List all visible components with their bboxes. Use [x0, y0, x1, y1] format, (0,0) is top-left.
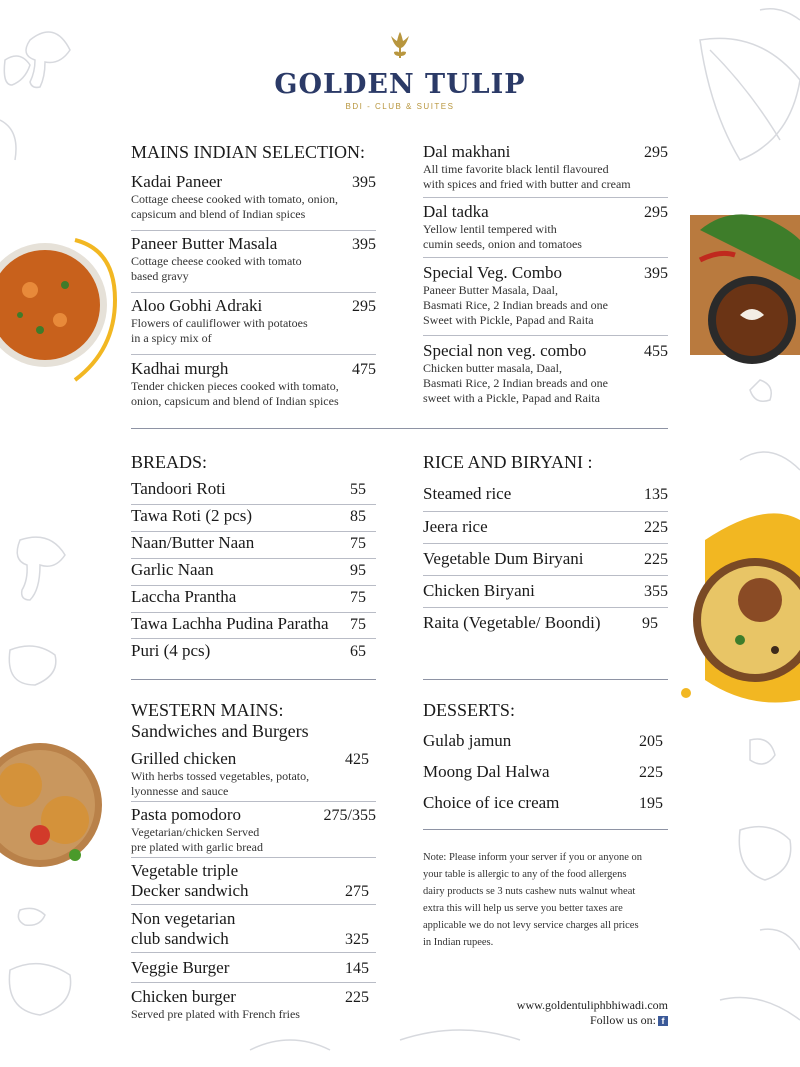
brand-subtitle: BDI - CLUB & SUITES — [345, 102, 455, 111]
item-name: Puri (4 pcs) — [131, 641, 211, 660]
item-price: 85 — [350, 508, 366, 525]
item-description: With herbs tossed vegetables, potato, — [131, 769, 310, 783]
item-name: Aloo Gobhi Adraki — [131, 296, 263, 315]
menu-item — [131, 479, 376, 505]
item-price: 475 — [352, 361, 376, 378]
breads-section-title: BREADS: — [131, 452, 208, 472]
tulip-logo-icon — [385, 30, 415, 60]
item-name: Grilled chicken — [131, 749, 237, 768]
item-price: 295 — [644, 144, 668, 161]
item-price: 455 — [644, 343, 668, 360]
facebook-icon[interactable]: f — [658, 1016, 668, 1026]
item-price: 395 — [644, 265, 668, 282]
item-name: Dal tadka — [423, 202, 489, 221]
menu-item — [423, 142, 668, 198]
item-description: capsicum and blend of Indian spices — [131, 207, 306, 221]
note-line: Note: Please inform your server if you or anyone on — [423, 852, 642, 863]
item-description: All time favorite black lentil flavoured — [423, 162, 609, 176]
item-name: Choice of ice cream — [423, 793, 560, 812]
item-description: based gravy — [131, 269, 189, 283]
menu-item — [131, 909, 376, 953]
item-description: Tender chicken pieces cooked with tomato, — [131, 379, 339, 393]
website-link[interactable]: www.goldentuliphbhiwadi.com — [516, 998, 668, 1012]
item-price: 75 — [350, 589, 366, 606]
item-description: Served pre plated with French fries — [131, 1007, 300, 1021]
note-line: in Indian rupees. — [423, 937, 494, 948]
item-description: cumin seeds, onion and tomatoes — [423, 237, 582, 251]
item-price: 205 — [639, 733, 663, 750]
rice-section-title: RICE AND BIRYANI : — [423, 452, 593, 472]
section-divider — [423, 679, 668, 680]
menu-item — [131, 296, 376, 355]
item-name: Decker sandwich — [131, 881, 249, 900]
item-name: Non vegetarian — [131, 909, 236, 928]
menu-item — [423, 613, 668, 639]
item-description: Basmati Rice, 2 Indian breads and one — [423, 376, 608, 390]
item-price: 395 — [352, 174, 376, 191]
item-price: 145 — [345, 960, 369, 977]
item-price: 225 — [644, 551, 668, 568]
menu-item — [423, 484, 668, 512]
item-price: 195 — [639, 795, 663, 812]
item-price: 355 — [644, 583, 668, 600]
western-title: WESTERN MAINS: — [131, 700, 284, 720]
item-name: Jeera rice — [423, 517, 488, 536]
item-name: Tandoori Roti — [131, 479, 226, 498]
desserts-section-title: DESSERTS: — [423, 700, 515, 720]
item-name: Moong Dal Halwa — [423, 762, 550, 781]
item-name: Garlic Naan — [131, 560, 214, 579]
allergen-note — [423, 849, 683, 951]
menu-item — [131, 958, 376, 983]
menu-item — [131, 533, 376, 559]
item-name: Vegetable triple — [131, 861, 239, 880]
item-description: sweet with a Pickle, Papad and Raita — [423, 391, 600, 405]
menu-item — [423, 731, 668, 757]
item-price: 425 — [345, 751, 369, 768]
item-price: 225 — [644, 519, 668, 536]
menu-item — [131, 587, 376, 613]
brand-name: GOLDEN TULIP — [274, 69, 526, 100]
menu-item — [131, 614, 376, 639]
item-name: Raita (Vegetable/ Boondi) — [423, 613, 601, 632]
section-divider — [131, 428, 668, 429]
menu-item — [131, 861, 376, 905]
item-price: 75 — [350, 535, 366, 552]
menu-item — [423, 549, 668, 576]
item-description: Vegetarian/chicken Served — [131, 825, 260, 839]
item-name: Dal makhani — [423, 142, 511, 161]
item-name: club sandwich — [131, 929, 229, 948]
item-price: 225 — [639, 764, 663, 781]
item-description: Flowers of cauliflower with potatoes — [131, 316, 308, 330]
item-name: Veggie Burger — [131, 958, 230, 977]
menu-item — [423, 581, 668, 608]
item-name: Tawa Roti (2 pcs) — [131, 506, 253, 525]
item-price: 275 — [345, 883, 369, 900]
item-description: in a spicy mix of — [131, 331, 212, 345]
follow-label: Follow us on: — [589, 1013, 656, 1027]
note-line: your table is allergic to any of the food allergens — [423, 869, 627, 880]
item-name: Special non veg. combo — [423, 341, 587, 360]
item-name: Naan/Butter Naan — [131, 533, 255, 552]
menu-item — [423, 762, 668, 788]
item-name: Chicken Biryani — [423, 581, 535, 600]
item-price: 395 — [352, 236, 376, 253]
western-section-title — [131, 700, 309, 742]
item-description: Basmati Rice, 2 Indian breads and one — [423, 298, 608, 312]
section-divider — [131, 679, 376, 680]
menu-item — [131, 805, 376, 858]
brand-header — [0, 30, 800, 111]
item-description: Cottage cheese cooked with tomato, onion, — [131, 192, 338, 206]
item-price: 295 — [644, 204, 668, 221]
item-description: Sweet with Pickle, Papad and Raita — [423, 313, 594, 327]
mains-section-title: MAINS INDIAN SELECTION: — [131, 142, 365, 162]
menu-item — [131, 172, 376, 231]
item-price: 275/355 — [323, 807, 376, 824]
menu-item — [423, 202, 668, 258]
menu-item — [131, 234, 376, 293]
item-description: Chicken butter masala, Daal, — [423, 361, 562, 375]
item-price: 95 — [350, 562, 366, 579]
item-name: Pasta pomodoro — [131, 805, 242, 824]
menu-item — [131, 987, 376, 1027]
item-description: onion, capsicum and blend of Indian spices — [131, 394, 339, 408]
menu-item — [131, 749, 376, 802]
western-subtitle: Sandwiches and Burgers — [131, 721, 309, 741]
item-name: Vegetable Dum Biryani — [423, 549, 584, 568]
menu-item — [423, 517, 668, 544]
item-price: 95 — [642, 615, 658, 632]
item-description: lyonnesse and sauce — [131, 784, 229, 798]
item-price: 65 — [350, 643, 366, 660]
item-description: Yellow lentil tempered with — [423, 222, 557, 236]
item-name: Kadai Paneer — [131, 172, 223, 191]
item-description: Cottage cheese cooked with tomato — [131, 254, 302, 268]
menu-item — [423, 263, 668, 336]
menu-item — [131, 641, 376, 666]
item-name: Kadhai murgh — [131, 359, 229, 378]
item-name: Paneer Butter Masala — [131, 234, 278, 253]
menu-item — [131, 506, 376, 532]
item-name: Gulab jamun — [423, 731, 512, 750]
item-name: Chicken burger — [131, 987, 236, 1006]
footer — [440, 998, 668, 1028]
item-price: 55 — [350, 481, 366, 498]
item-price: 225 — [345, 989, 369, 1006]
item-price: 75 — [350, 616, 366, 633]
item-name: Laccha Prantha — [131, 587, 237, 606]
item-name: Steamed rice — [423, 484, 512, 503]
menu-item — [131, 359, 376, 417]
menu-item — [423, 793, 668, 819]
note-line: extra this will help us serve you better taxes are — [423, 903, 623, 914]
item-price: 295 — [352, 298, 376, 315]
note-line: applicable we do not levy service charges all prices — [423, 920, 639, 931]
item-description: with spices and fried with butter and cream — [423, 177, 631, 191]
item-price: 325 — [345, 931, 369, 948]
section-divider — [423, 829, 668, 830]
note-line: dairy products se 3 nuts cashew nuts walnut wheat — [423, 886, 636, 897]
item-price: 135 — [644, 486, 668, 503]
menu-item — [131, 560, 376, 586]
menu-item — [423, 341, 668, 413]
item-description: Paneer Butter Masala, Daal, — [423, 283, 558, 297]
item-description: pre plated with garlic bread — [131, 840, 263, 854]
item-name: Special Veg. Combo — [423, 263, 562, 282]
item-name: Tawa Lachha Pudina Paratha — [131, 614, 329, 633]
